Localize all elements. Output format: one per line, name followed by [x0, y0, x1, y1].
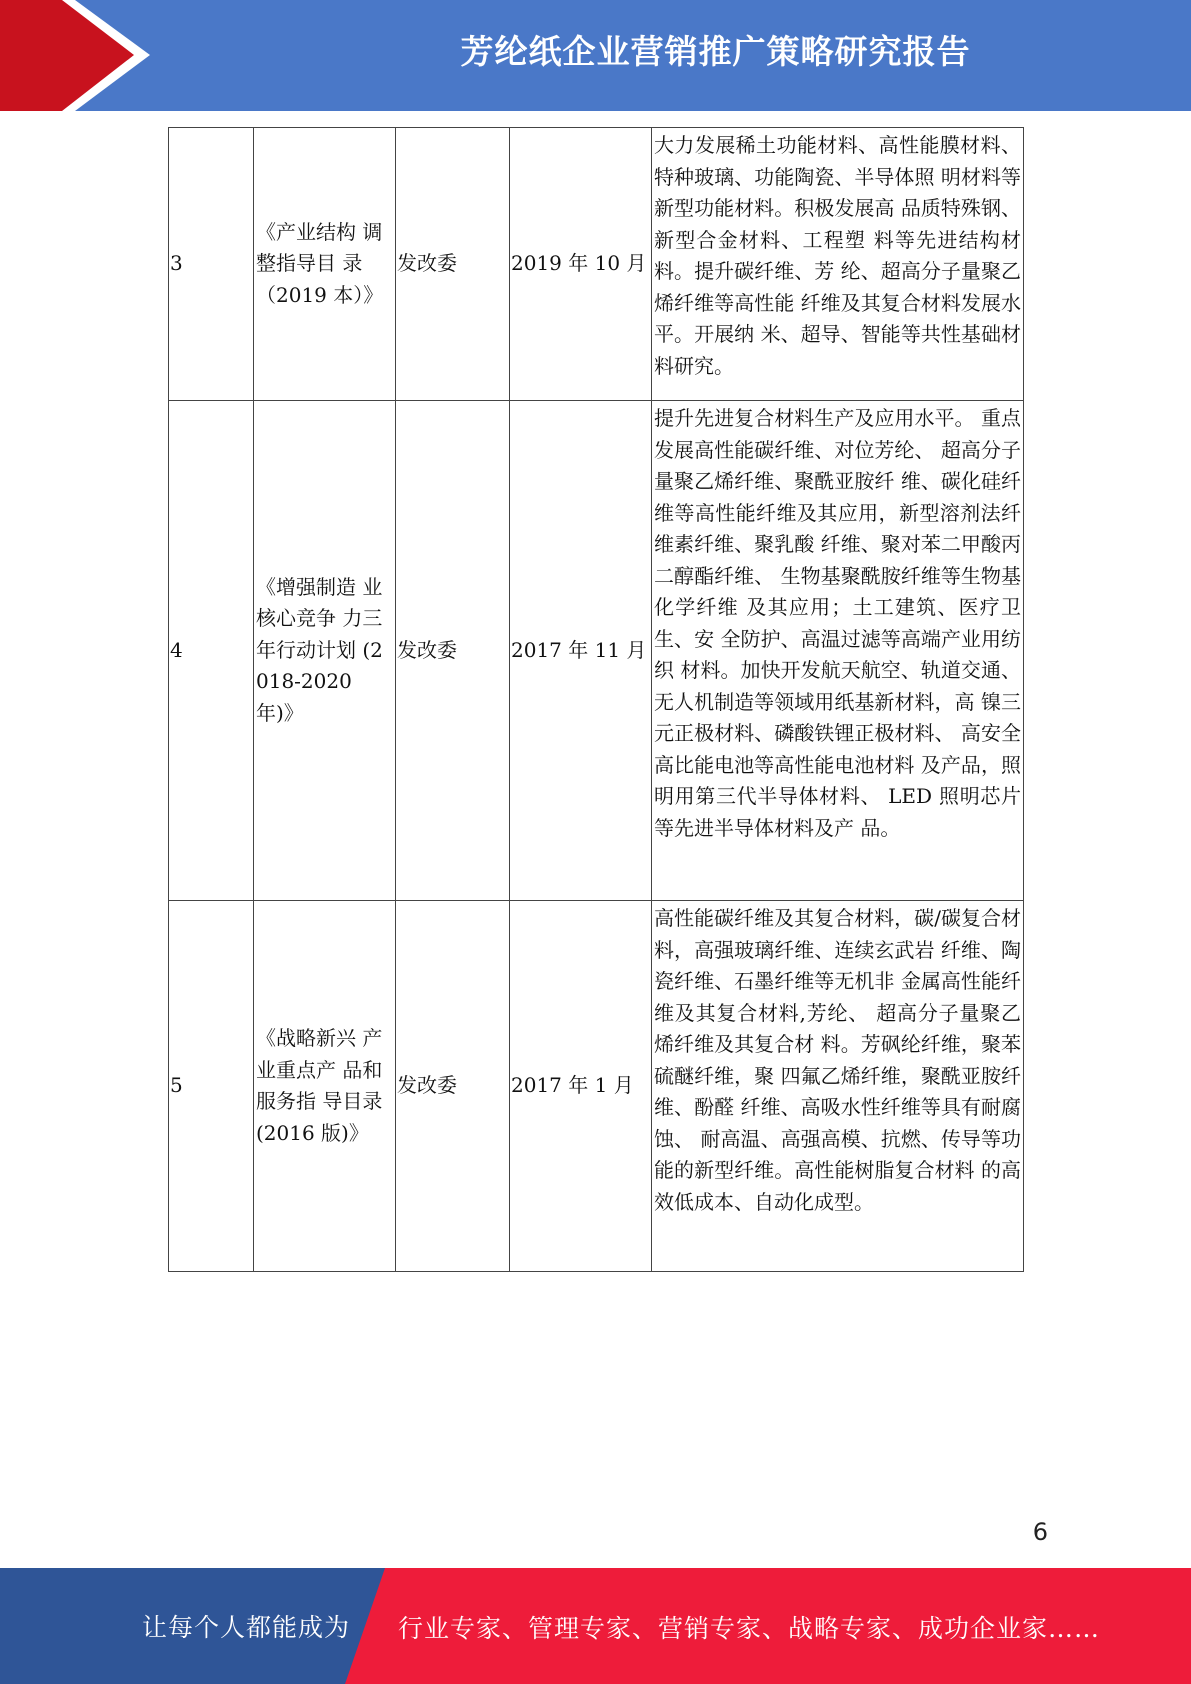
row-number: 5	[169, 901, 254, 1272]
policy-table	[168, 127, 1024, 1272]
footer-slogan-left: 让每个人都能成为	[142, 1613, 351, 1642]
page-footer	[0, 1568, 1191, 1684]
policy-name: 《产业结构 调整指导目 录（2019 本）》	[254, 128, 396, 401]
issuing-department: 发改委	[396, 128, 510, 401]
footer-slogan-right: 行业专家、管理专家、营销专家、战略专家、成功企业家……	[398, 1614, 1101, 1643]
row-number: 4	[169, 401, 254, 901]
page-number: 6	[1032, 1518, 1048, 1546]
issuing-department: 发改委	[396, 401, 510, 901]
issue-date: 2019 年 10 月	[510, 128, 652, 401]
policy-name: 《增强制造 业核心竞争 力三年行动计划 (2018-2020 年)》	[254, 401, 396, 901]
policy-content: 提升先进复合材料生产及应用水平。 重点发展高性能碳纤维、对位芳纶、 超高分子量聚乙烯纤维、聚酰亚胺纤 维、碳化硅纤维等高性能纤维及其应用，新型溶剂法纤维素纤维、聚乳酸 纤维、聚对苯二甲酸丙二醇酯纤维、 生物基聚酰胺纤维等生物基化学纤维 及其应用；土工建筑、医疗卫生、安 全防护、高温过滤等高端产业用纺织 材料。加快开发航天航空、轨道交通、 无人机制造等领域用纸基新材料，高 镍三元正极材料、磷酸铁锂正极材料、 高安全高比能电池等高性能电池材料 及产品，照明用第三代半导体材料、 LED 照明芯片等先进半导体材料及产 品。	[652, 401, 1024, 901]
header-arrow-icon	[0, 0, 160, 111]
report-title: 芳纶纸企业营销推广策略研究报告	[460, 32, 971, 71]
issue-date: 2017 年 1 月	[510, 901, 652, 1272]
table-row	[169, 401, 1024, 901]
issuing-department: 发改委	[396, 901, 510, 1272]
policy-name: 《战略新兴 产业重点产 品和服务指 导目录 (2016 版)》	[254, 901, 396, 1272]
table-row	[169, 128, 1024, 401]
issue-date: 2017 年 11 月	[510, 401, 652, 901]
table-row	[169, 901, 1024, 1272]
policy-content: 高性能碳纤维及其复合材料，碳/碳复合材料，高强玻璃纤维、连续玄武岩 纤维、陶瓷纤维、石墨纤维等无机非 金属高性能纤维及其复合材料,芳纶、 超高分子量聚乙烯纤维及其复合材 料。芳砜纶纤维，聚苯硫醚纤维，聚 四氟乙烯纤维，聚酰亚胺纤维、酚醛 纤维、高吸水性纤维等具有耐腐蚀、 耐高温、高强高模、抗燃、传导等功 能的新型纤维。高性能树脂复合材料 的高效低成本、自动化成型。	[652, 901, 1024, 1272]
row-number: 3	[169, 128, 254, 401]
page-header	[0, 0, 1191, 111]
policy-content: 大力发展稀土功能材料、高性能膜材料、特种玻璃、功能陶瓷、半导体照 明材料等新型功能材料。积极发展高 品质特殊钢、新型合金材料、工程塑 料等先进结构材料。提升碳纤维、芳 纶、超高分子量聚乙烯纤维等高性能 纤维及其复合材料发展水平。开展纳 米、超导、智能等共性基础材料研究。	[652, 128, 1024, 401]
